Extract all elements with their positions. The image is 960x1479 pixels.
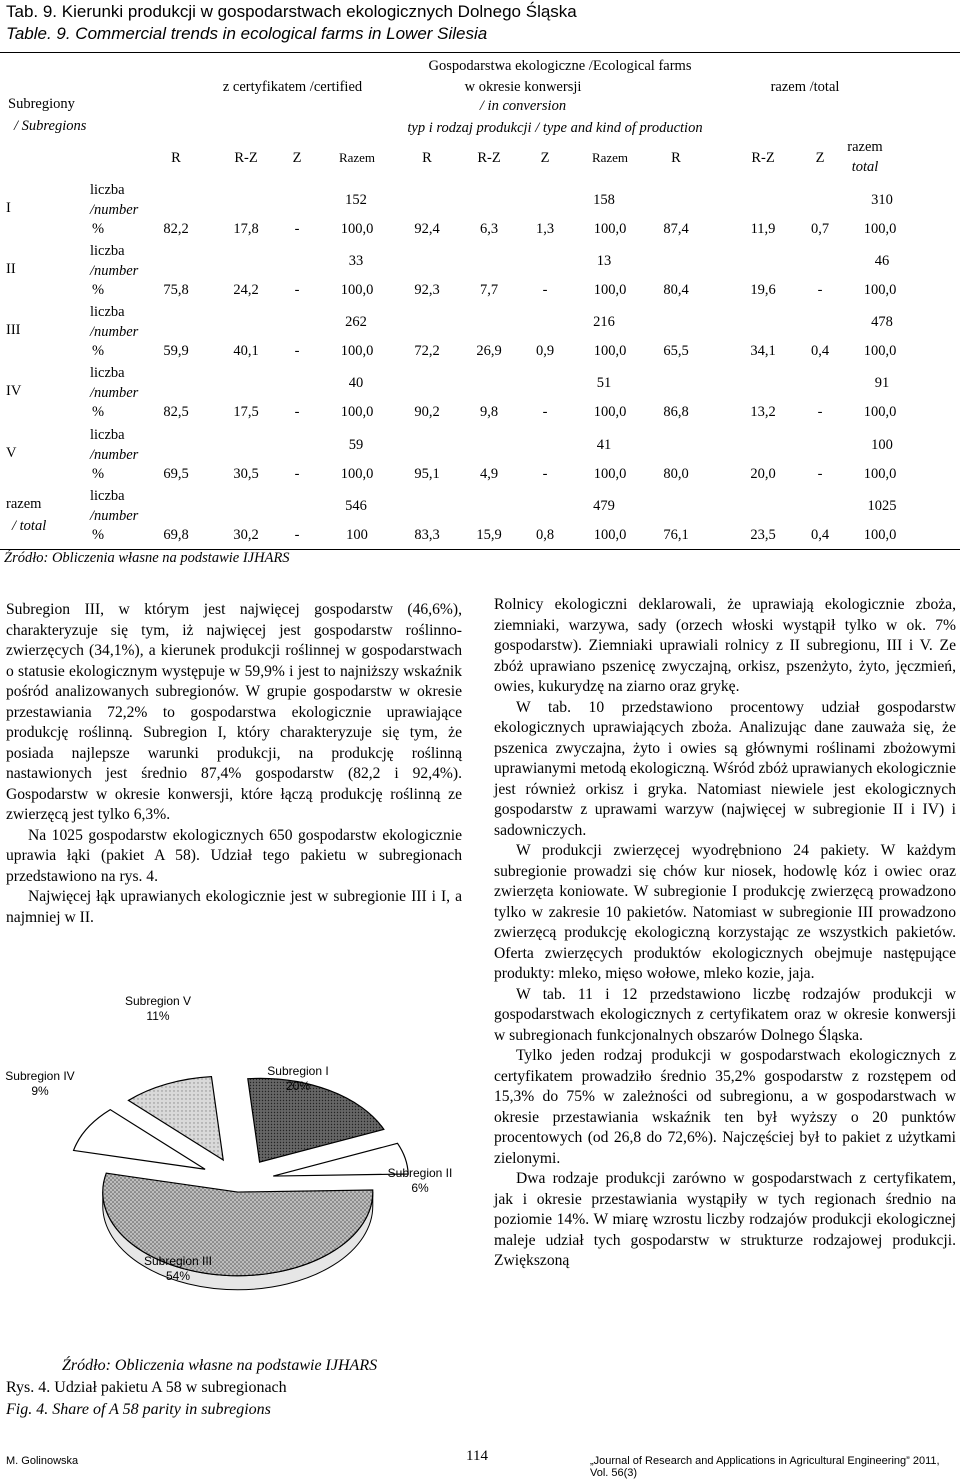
percent-cell: 95,1 bbox=[414, 466, 440, 482]
pie-slice-value: 54% bbox=[165, 1269, 191, 1283]
pie-slice-label: Subregion IV bbox=[5, 1069, 75, 1083]
percent-cell: 80,0 bbox=[663, 466, 689, 482]
count-cell: 479 bbox=[593, 498, 615, 514]
percent-cell: 90,2 bbox=[414, 404, 440, 420]
percent-cell: 17,5 bbox=[233, 404, 259, 420]
right-column-text bbox=[494, 595, 956, 1272]
count-cell: 546 bbox=[345, 498, 367, 514]
count-row-label-en: /number bbox=[90, 508, 139, 524]
table-caption-en: Table. 9. Commercial trends in ecological farms in Lower Silesia bbox=[6, 24, 488, 43]
paragraph: Rolnicy ekologiczni deklarowali, że uprawiają ekologicznie zboża, ziemniaki, warzywa, sady (orzech włoski wystąpił tylko w ok. 7% gospodarstw). Ziemniaki uprawiali rolnicy z II subregionu, III i V. Ze zbóż uprawiano pszenicę zwyczajną, orkisz, pszenżyto, żyto, jęczmień, owies, kukurydzę na ziarno oraz grykę. bbox=[494, 596, 956, 695]
header-conversion-en: / in conversion bbox=[479, 98, 567, 114]
column-header: R-Z bbox=[234, 150, 258, 166]
header-total: razem /total bbox=[770, 79, 840, 95]
pie-slice-value: 6% bbox=[411, 1181, 429, 1195]
percent-cell: 100 bbox=[346, 527, 368, 543]
percent-cell: 72,2 bbox=[414, 343, 440, 359]
page-number: 114 bbox=[466, 1448, 488, 1464]
percent-cell: 11,9 bbox=[750, 221, 776, 237]
count-row-label-en: /number bbox=[90, 324, 139, 340]
percent-cell: 30,2 bbox=[233, 527, 259, 543]
percent-cell: 0,7 bbox=[810, 221, 830, 237]
percent-cell: 9,8 bbox=[479, 404, 499, 420]
percent-cell: 100,0 bbox=[593, 466, 627, 482]
percent-cell: - bbox=[542, 404, 548, 420]
percent-cell: 15,9 bbox=[476, 527, 502, 543]
pie-slice-value: 9% bbox=[31, 1084, 49, 1098]
percent-cell: - bbox=[542, 282, 548, 298]
count-cell: 216 bbox=[593, 314, 615, 330]
count-row-label-en: /number bbox=[90, 202, 139, 218]
percent-cell: - bbox=[817, 404, 823, 420]
percent-cell: 13,2 bbox=[750, 404, 776, 420]
percent-cell: 100,0 bbox=[593, 404, 627, 420]
percent-cell: 4,9 bbox=[479, 466, 499, 482]
percent-cell: 76,1 bbox=[663, 527, 689, 543]
percent-cell: 100,0 bbox=[863, 527, 897, 543]
percent-cell: 82,5 bbox=[163, 404, 189, 420]
percent-cell: 82,2 bbox=[163, 221, 189, 237]
paragraph: Tylko jeden rodzaj produkcji w gospodarstwach ekologicznych z certyfikatem prowadziło średnio 35,2% gospodarstw z rozstępem od 15,3% do 75% w zależności od subregionu, a w gospodarstwach w okresie przestawiania wskaźnik ten był wyższy o 20 punktów procentowych (od 26,8 do 72,6%). Najczęściej był to pakiet z użytkami zielonymi. bbox=[494, 1047, 956, 1167]
header-production-type: typ i rodzaj produkcji / type and kind of production bbox=[407, 120, 703, 136]
percent-cell: - bbox=[294, 221, 300, 237]
percent-cell: 100,0 bbox=[340, 343, 374, 359]
percent-cell: - bbox=[294, 466, 300, 482]
pie-chart-svg bbox=[0, 985, 470, 1350]
percent-cell: 59,9 bbox=[163, 343, 189, 359]
percent-cell: 34,1 bbox=[750, 343, 776, 359]
left-column-text bbox=[6, 600, 462, 928]
percent-cell: 6,3 bbox=[479, 221, 499, 237]
count-row-label-en: /number bbox=[90, 447, 139, 463]
paragraph: W tab. 11 i 12 przedstawiono liczbę rodzajów produkcji w gospodarstwach ekologicznych z certyfikatem oraz w okresie konwersji w subregionach funkcjonalnych obszarów Dolnego Śląska. bbox=[494, 985, 956, 1044]
figure-caption-en: Fig. 4. Share of A 58 parity in subregions bbox=[6, 1401, 271, 1418]
percent-cell: 100,0 bbox=[863, 466, 897, 482]
paragraph: Subregion III, w którym jest najwięcej gospodarstw (46,6%), charakteryzuje się tym, iż najwięcej jest gospodarstw roślinno-zwierzęcych (34,1%), a kierunek produkcji roślinnej w gospodarstwach o statusie ekologicznym występuje w 59,9% i jest to najniższy wskaźnik pośród analizowanych subregionów. W grupie gospodarstw w okresie przestawiania 72,2% to gospodarstwa ekologicznie uprawiające produkcję roślinną. Subregion I, który charakteryzuje się tym, że posiada najlepsze warunki produkcji, na produkcję roślinną nastawionych jest średnio 87,4% gospodarstw (82,2 i 92,4%). Gospodarstw w okresie konwersji, które łączą produkcję roślinną ze zwierzęcą jest tylko 6,3%. bbox=[6, 601, 462, 823]
percent-row-label: % bbox=[92, 404, 105, 420]
percent-cell: 20,0 bbox=[750, 466, 776, 482]
column-header: Razem bbox=[338, 150, 376, 165]
column-header: Z bbox=[540, 150, 550, 166]
percent-cell: 92,3 bbox=[414, 282, 440, 298]
percent-cell: 69,5 bbox=[163, 466, 189, 482]
column-header: Razem bbox=[591, 150, 629, 165]
count-cell: 91 bbox=[874, 375, 890, 391]
percent-cell: 7,7 bbox=[479, 282, 499, 298]
percent-cell: 26,9 bbox=[476, 343, 502, 359]
count-row-label: liczba bbox=[90, 304, 125, 320]
column-header: R bbox=[171, 150, 181, 166]
percent-cell: - bbox=[294, 527, 300, 543]
count-cell: 478 bbox=[871, 314, 893, 330]
percent-row-label: % bbox=[92, 466, 105, 482]
column-header: R-Z bbox=[477, 150, 501, 166]
percent-cell: 87,4 bbox=[663, 221, 689, 237]
count-cell: 310 bbox=[871, 192, 893, 208]
pie-slice-label: Subregion I bbox=[267, 1064, 329, 1078]
percent-cell: - bbox=[294, 282, 300, 298]
percent-cell: 100,0 bbox=[863, 343, 897, 359]
paragraph: W produkcji zwierzęcej wyodrębniono 24 pakiety. W każdym subregionie prowadzi się chów kur niosek, hodowlę kóz i owiec oraz zwierzęta koniowate. W subregionie I produkcję zwierzęcą prowadzono tylko w zakresie 10 pakietów. Natomiast w subregionie III prowadzono zwierzęcą produkcję ekologiczną korzystając ze wszystkich pakietów. Oferta zwierzęcych produktów ekologicznych obejmuje następujące produkty: mleko, mięso wołowe, mleko kozie, jaja. bbox=[494, 842, 956, 982]
count-row-label-en: /number bbox=[90, 385, 139, 401]
count-cell: 100 bbox=[871, 437, 893, 453]
paragraph: Na 1025 gospodarstw ekologicznych 650 gospodarstw ekologicznie uprawia łąki (pakiet A 58). Udział tego pakietu w subregionach przedstawiono na rys. 4. bbox=[6, 826, 462, 885]
count-cell: 262 bbox=[345, 314, 367, 330]
percent-cell: - bbox=[817, 466, 823, 482]
percent-cell: - bbox=[294, 343, 300, 359]
column-header: Z bbox=[815, 150, 825, 166]
figure-source: Źródło: Obliczenia własne na podstawie IJHARS bbox=[62, 1357, 378, 1374]
percent-cell: 100,0 bbox=[340, 221, 374, 237]
percent-cell: 100,0 bbox=[340, 466, 374, 482]
paragraph: Dwa rodzaje produkcji zarówno w gospodarstwach z certyfikatem, jak i okresie przestawiania wystąpiły w tych regionach średnio na poziomie 14%. W miarę wzrostu liczby rodzajów produkcji ekologicznej maleje udział tych gospodarstw w strukturze rodzajowej produkcji. Zwiększoną bbox=[494, 1170, 956, 1269]
header-subregions: Subregiony bbox=[8, 96, 75, 112]
percent-cell: 30,5 bbox=[233, 466, 259, 482]
count-cell: 59 bbox=[348, 437, 364, 453]
percent-cell: - bbox=[542, 466, 548, 482]
percent-cell: 17,8 bbox=[233, 221, 259, 237]
header-conversion: w okresie konwersji bbox=[464, 79, 582, 95]
pie-slice-value: 11% bbox=[146, 1009, 170, 1023]
percent-cell: 69,8 bbox=[163, 527, 189, 543]
footer-author: M. Golinowska bbox=[6, 1455, 79, 1467]
percent-cell: 100,0 bbox=[863, 221, 897, 237]
paragraph: W tab. 10 przedstawiono procentowy udział gospodarstw ekologicznych uprawiających zboża. Analizując dane zauważa się, że pszenica zwyczajna, żyto i owies są głównymi roślinami zbożowymi uprawianymi metodą ekologiczną. Wśród zbóż uprawianych ekologicznie jest również orkisz i gryka. Natomiast niewiele jest ekologicznych gospodarstw z uprawami warzyw (najwięcej w subregionie II i IV) i sadowniczych. bbox=[494, 698, 956, 839]
percent-row-label: % bbox=[92, 221, 105, 237]
pie-slice-label: Subregion V bbox=[124, 994, 192, 1008]
pie-slice-value: 20% bbox=[285, 1079, 311, 1093]
percent-cell: 80,4 bbox=[663, 282, 689, 298]
percent-cell: 100,0 bbox=[593, 527, 627, 543]
count-cell: 1025 bbox=[867, 498, 897, 514]
percent-cell: 0,4 bbox=[810, 527, 830, 543]
percent-cell: 92,4 bbox=[414, 221, 440, 237]
percent-row-label: % bbox=[92, 282, 105, 298]
percent-cell: - bbox=[294, 404, 300, 420]
count-cell: 46 bbox=[874, 253, 890, 269]
count-cell: 13 bbox=[596, 253, 612, 269]
paragraph: Najwięcej łąk uprawianych ekologicznie jest w subregionie III i I, a najmniej w II. bbox=[6, 888, 462, 926]
percent-cell: 0,8 bbox=[535, 527, 555, 543]
count-cell: 152 bbox=[345, 192, 367, 208]
subregion-label: I bbox=[6, 200, 11, 216]
subregion-label: razem bbox=[6, 496, 42, 512]
subregion-label: V bbox=[6, 445, 17, 461]
percent-cell: 0,9 bbox=[535, 343, 555, 359]
percent-cell: 100,0 bbox=[593, 343, 627, 359]
count-row-label: liczba bbox=[90, 488, 125, 504]
percent-cell: 23,5 bbox=[750, 527, 776, 543]
count-row-label-en: /number bbox=[90, 263, 139, 279]
percent-row-label: % bbox=[92, 343, 105, 359]
percent-cell: 1,3 bbox=[535, 221, 555, 237]
count-cell: 158 bbox=[593, 192, 615, 208]
percent-cell: 40,1 bbox=[233, 343, 259, 359]
count-row-label: liczba bbox=[90, 243, 125, 259]
column-header: R bbox=[422, 150, 432, 166]
count-row-label: liczba bbox=[90, 365, 125, 381]
percent-cell: 0,4 bbox=[810, 343, 830, 359]
subregion-label: III bbox=[6, 322, 21, 338]
count-cell: 40 bbox=[348, 375, 364, 391]
percent-cell: 100,0 bbox=[863, 404, 897, 420]
subregion-label: II bbox=[6, 261, 16, 277]
count-cell: 51 bbox=[596, 375, 612, 391]
header-certified: z certyfikatem /certified bbox=[222, 79, 363, 95]
pie-slice-label: Subregion II bbox=[387, 1166, 453, 1180]
percent-cell: 100,0 bbox=[593, 221, 627, 237]
percent-cell: 100,0 bbox=[340, 404, 374, 420]
count-row-label: liczba bbox=[90, 427, 125, 443]
percent-row-label: % bbox=[92, 527, 105, 543]
percent-cell: 83,3 bbox=[414, 527, 440, 543]
pie-slice bbox=[248, 1078, 384, 1162]
table-source: Źródło: Obliczenia własne na podstawie IJHARS bbox=[4, 550, 290, 566]
column-header: Z bbox=[292, 150, 302, 166]
footer-journal: „Journal of Research and Applications in Agricultural Engineering” 2011, Vol. 56(3) bbox=[590, 1455, 940, 1479]
count-cell: 41 bbox=[596, 437, 612, 453]
header-ecological-farms: Gospodarstwa ekologiczne /Ecological farms bbox=[428, 58, 692, 74]
figure-caption-pl: Rys. 4. Udział pakietu A 58 w subregionach bbox=[6, 1379, 287, 1396]
percent-cell: 65,5 bbox=[663, 343, 689, 359]
header-total-en: total bbox=[851, 159, 879, 175]
percent-cell: 24,2 bbox=[233, 282, 259, 298]
pie-slice-label: Subregion III bbox=[143, 1254, 213, 1268]
percent-cell: 19,6 bbox=[750, 282, 776, 298]
percent-cell: 100,0 bbox=[340, 282, 374, 298]
percent-cell: 100,0 bbox=[593, 282, 627, 298]
subregion-label: IV bbox=[6, 383, 22, 399]
percent-cell: 100,0 bbox=[863, 282, 897, 298]
table-caption-pl: Tab. 9. Kierunki produkcji w gospodarstwach ekologicznych Dolnego Śląska bbox=[6, 2, 577, 21]
subregion-label-en: / total bbox=[12, 518, 47, 534]
percent-cell: 75,8 bbox=[163, 282, 189, 298]
count-row-label: liczba bbox=[90, 182, 125, 198]
column-header: R bbox=[671, 150, 681, 166]
column-header: R-Z bbox=[751, 150, 775, 166]
percent-cell: 86,8 bbox=[663, 404, 689, 420]
header-subregions-en: / Subregions bbox=[14, 118, 87, 134]
table-top-rule bbox=[0, 52, 960, 53]
percent-cell: - bbox=[817, 282, 823, 298]
count-cell: 33 bbox=[348, 253, 364, 269]
header-razem: razem bbox=[847, 139, 883, 155]
